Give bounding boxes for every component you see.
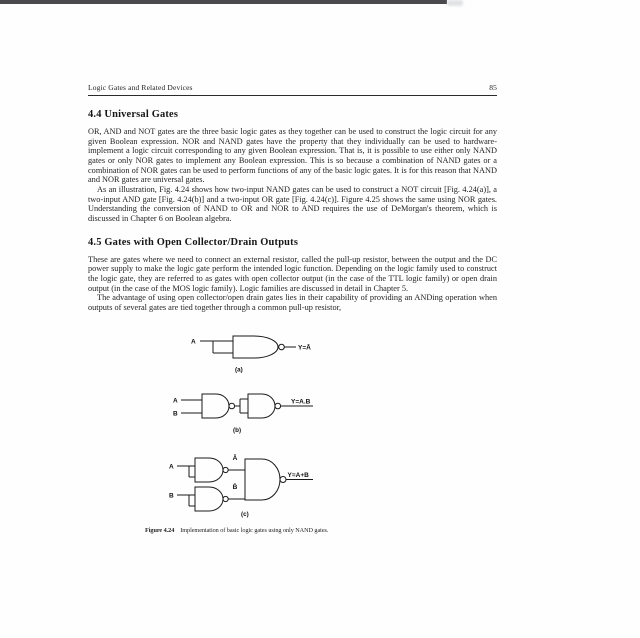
inverter-bubble	[275, 403, 281, 409]
inverter-bubble	[279, 344, 285, 350]
inverted-b-label: B̄	[232, 484, 238, 491]
section-heading-open-collector: 4.5 Gates with Open Collector/Drain Outputs	[88, 236, 299, 248]
nand-gate	[195, 458, 223, 482]
text-column	[88, 83, 497, 313]
nand-gate	[202, 394, 229, 418]
subfigure-tag: (c)	[241, 511, 249, 518]
scan-smudge	[447, 0, 463, 6]
figure-caption-text: Implementation of basic logic gates using only NAND gates.	[180, 527, 329, 534]
inverter-bubble	[280, 477, 286, 483]
nand-gate	[195, 487, 223, 511]
page-number: 85	[489, 83, 497, 92]
nand-gate	[233, 336, 278, 358]
subfigure-tag: (a)	[235, 366, 243, 374]
circuit-not-from-nand	[185, 330, 325, 376]
paragraph: OR, AND and NOT gates are the three basic logic gates as they together can be used to construct the logic circuit for any given Boolean expression. NOR and NAND gates have the property that they individually can be used to hardware-implement a logic circuit corresponding to any given Boolean expression. That is, it is possible to use either only NAND gates or only NOR gates to implement any Boolean expression. This is so because a combination of NAND gates or a combination of NOR gates can be used to perform functions of any of the basic logic gates. It is for this reason that NAND and NOR gates are universal gates.	[88, 127, 497, 185]
input-a-label: A	[173, 397, 178, 405]
input-b-label: B	[169, 492, 174, 500]
output-label: Y=A.B	[291, 398, 311, 406]
inverted-a-label: Ā	[232, 455, 238, 462]
output-label: Y=Ā	[298, 344, 311, 352]
inverter-bubble	[223, 496, 228, 501]
circuit-or-from-nand	[165, 450, 325, 520]
running-header	[88, 83, 497, 92]
paragraph: The advantage of using open collector/open drain gates lies in their capability of providing an ANDing operation when outputs of several gates are tied together through a common pull-up resistor,	[88, 293, 497, 312]
paragraph: These are gates where we need to connect an external resistor, called the pull-up resistor, between the output and the DC power supply to make the logic gate perform the intended logic function. Depending on the logic family used to construct the logic gate, they are referred to as gates with open collector output (in the case of the TTL logic family) or open drain output (in the case of the MOS logic family). Logic families are discussed in detail in Chapter 5.	[88, 254, 497, 293]
circuit-and-from-nand	[170, 390, 320, 436]
figure-number: Figure 4.24	[145, 527, 175, 534]
input-a-label: A	[191, 338, 196, 346]
paragraph: As an illustration, Fig. 4.24 shows how two-input NAND gates can be used to construct a NOT circuit [Fig. 4.24(a)], a two-input AND gate [Fig. 4.24(b)] and a two-input OR gate [Fig. 4.24(c)]. Figure 4.25 shows the same using NOR gates. Understanding the conversion of NAND to OR and NOR to AND requires the use of DeMorgan's theorem, which is discussed in Chapter 6 on Boolean algebra.	[88, 184, 497, 223]
inverter-bubble	[223, 467, 228, 472]
top-edge-bar	[0, 0, 447, 4]
output-label: Y=A+B	[287, 472, 309, 479]
nand-gate	[248, 394, 275, 418]
header-rule	[88, 95, 497, 96]
section-heading-universal-gates: 4.4 Universal Gates	[88, 109, 179, 120]
subfigure-tag: (b)	[233, 427, 242, 434]
nand-gate	[245, 459, 280, 500]
figure-caption	[145, 527, 328, 534]
input-b-label: B	[173, 410, 178, 418]
running-title: Logic Gates and Related Devices	[88, 83, 193, 92]
input-a-label: A	[169, 463, 174, 471]
inverter-bubble	[229, 403, 235, 409]
